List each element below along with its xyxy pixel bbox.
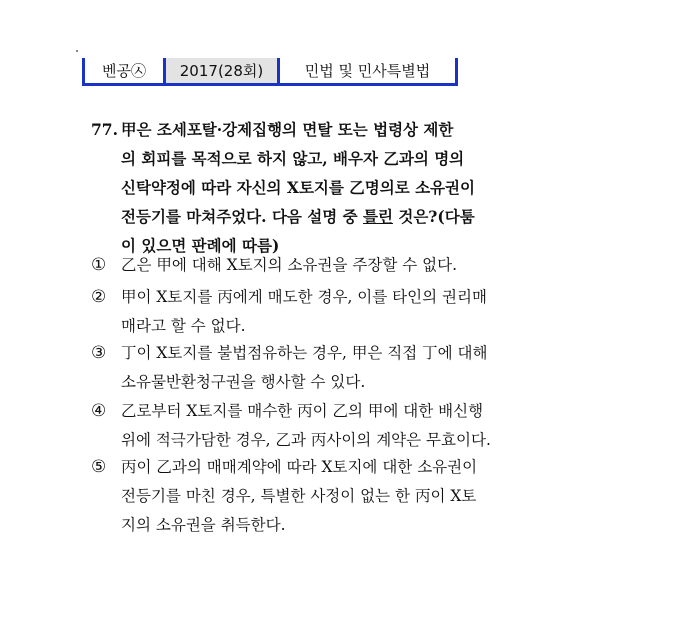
question-line: 신탁약정에 따라 자신의 X토지를 乙명의로 소유권이 xyxy=(121,178,475,197)
option-1[interactable] xyxy=(91,251,569,280)
header-subject: 민법 및 민사특별법 xyxy=(304,62,431,80)
option-text xyxy=(121,251,457,280)
option-text xyxy=(121,339,487,397)
option-line: 지의 소유권을 취득한다. xyxy=(121,516,286,534)
option-line: 전등기를 마친 경우, 특별한 사정이 없는 한 丙이 X토 xyxy=(121,487,477,505)
option-4[interactable] xyxy=(91,397,569,455)
option-marker: ② xyxy=(91,287,107,307)
header-year: 2017(28회) xyxy=(166,58,280,83)
question-line: 甲은 조세포탈·강제집행의 면탈 또는 법령상 제한 xyxy=(121,120,454,139)
option-2[interactable] xyxy=(91,283,569,341)
option-line: 丁이 X토지를 불법점유하는 경우, 甲은 직접 丁에 대해 xyxy=(121,344,488,362)
option-line: 乙로부터 X토지를 매수한 丙이 乙의 甲에 대한 배신행 xyxy=(121,402,484,420)
option-marker: ① xyxy=(91,255,107,275)
question-block xyxy=(91,115,569,260)
option-3[interactable] xyxy=(91,339,569,397)
option-text xyxy=(121,453,477,540)
header-badge: 벤공㉦ xyxy=(85,58,166,83)
option-line: 매라고 할 수 없다. xyxy=(121,317,246,335)
question-line: 이 있으면 판례에 따름) xyxy=(121,236,280,255)
question-line xyxy=(121,202,475,231)
option-marker: ④ xyxy=(91,401,107,421)
option-5[interactable] xyxy=(91,453,569,540)
question-highlight: 틀린 xyxy=(363,207,393,226)
option-line: 甲이 X토지를 丙에게 매도한 경우, 이를 타인의 권리매 xyxy=(121,288,487,306)
option-line: 丙이 乙과의 매매계약에 따라 X토지에 대한 소유권이 xyxy=(121,458,478,476)
option-marker: ③ xyxy=(91,343,107,363)
option-marker: ⑤ xyxy=(91,457,107,477)
option-line: 乙은 甲에 대해 X토지의 소유권을 주장할 수 없다. xyxy=(121,256,457,274)
question-line-head: 전등기를 마쳐주었다. 다음 설명 중 xyxy=(121,207,364,226)
exam-header xyxy=(82,58,458,86)
question-text xyxy=(121,115,475,260)
question-number: 77. xyxy=(91,120,118,139)
option-line: 위에 적극가담한 경우, 乙과 丙사이의 계약은 무효이다. xyxy=(121,431,491,449)
scan-speck xyxy=(76,50,78,52)
question-line: 의 회피를 목적으로 하지 않고, 배우자 乙과의 명의 xyxy=(121,149,465,168)
option-text xyxy=(121,283,487,341)
question-line-tail: 것은?(다툼 xyxy=(392,207,475,226)
option-text xyxy=(121,397,491,455)
option-line: 소유물반환청구권을 행사할 수 있다. xyxy=(121,373,366,391)
